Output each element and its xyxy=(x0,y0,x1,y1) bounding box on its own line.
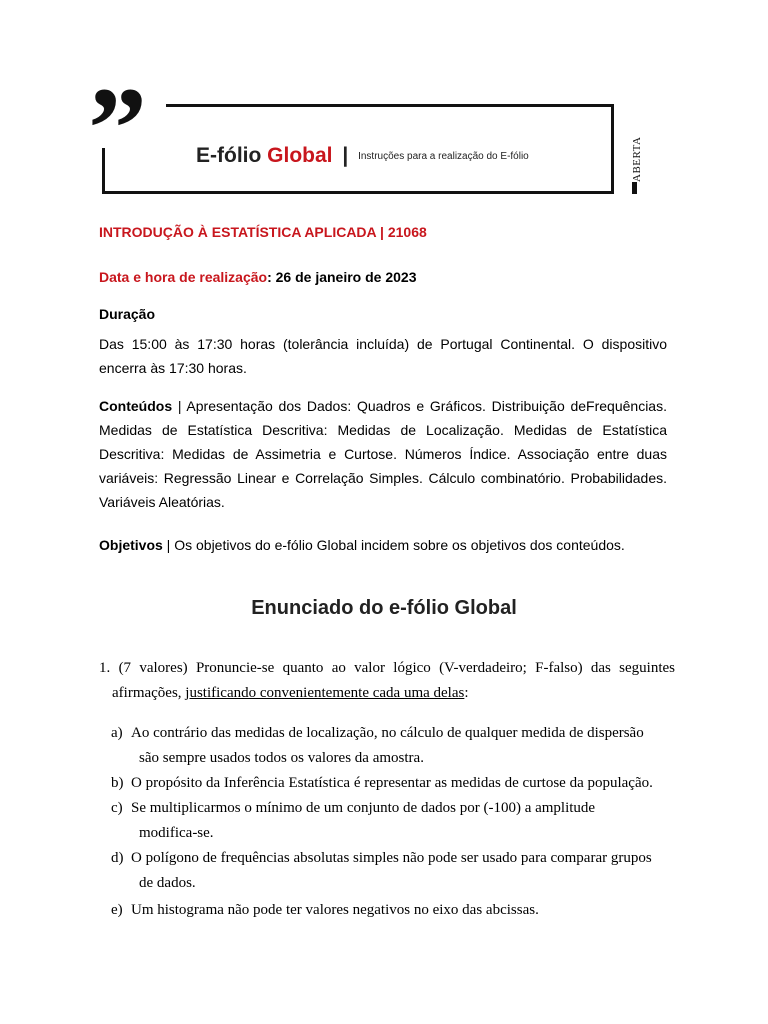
question-1-line1 xyxy=(99,656,675,681)
contents-paragraph xyxy=(99,394,667,514)
question-1 xyxy=(99,656,675,706)
item-letter: d) xyxy=(111,850,124,866)
item-line2: são sempre usados todos os valores da amostra. xyxy=(139,750,424,766)
list-item xyxy=(111,721,671,771)
logo-bar-icon xyxy=(632,182,637,194)
item-letter: b) xyxy=(111,775,124,791)
duration-text: Das 15:00 às 17:30 horas (tolerância incluída) de Portugal Continental. O dispositivo encerra às 17:30 horas. xyxy=(99,336,667,376)
question-number: 1. xyxy=(99,660,111,676)
objectives-text: | Os objetivos do e-fólio Global incidem sobre os objetivos dos conteúdos. xyxy=(162,537,625,553)
logo-text: ABERTA xyxy=(631,136,643,182)
date-line xyxy=(99,265,416,289)
course-title: INTRODUÇÃO À ESTATÍSTICA APLICADA | 21068 xyxy=(99,224,427,240)
item-letter: e) xyxy=(111,902,123,918)
list-item xyxy=(111,771,671,796)
header-title-part2: Global xyxy=(267,144,333,167)
date-value: : 26 de janeiro de 2023 xyxy=(267,269,417,285)
contents-text: | Apresentação dos Dados: Quadros e Gráficos. Distribuição deFrequências. Medidas de Estatística Descritiva: Medidas de Localização. Medidas de Estatística Descritiva: Medidas de Assimetria e Curtose. Números Índice. Associação entre duas variáveis: Regressão Linear e Correlação Simples. Cálculo combinatório. Probabilidades. Variáveis Aleatórias. xyxy=(99,398,667,510)
objectives-paragraph xyxy=(99,533,625,557)
question-1-intro2: afirmações, xyxy=(112,685,186,701)
header-separator: | xyxy=(342,144,349,167)
list-item xyxy=(111,846,671,896)
duration-label: Duração xyxy=(99,306,156,322)
item-line1: O propósito da Inferência Estatística é representar as medidas de curtose da população. xyxy=(131,775,653,791)
list-item xyxy=(111,898,671,923)
question-1-underlined: justificando convenientemente cada uma delas xyxy=(185,685,465,701)
header-border-left xyxy=(102,148,105,194)
list-item xyxy=(111,796,671,846)
item-line2: de dados. xyxy=(139,875,196,891)
item-line1: Ao contrário das medidas de localização, no cálculo de qualquer medida de dispersão xyxy=(131,725,644,741)
quote-mark-icon: ” xyxy=(88,63,139,194)
item-line1: O polígono de frequências absolutas simples não pode ser usado para comparar grupos xyxy=(131,850,652,866)
contents-label: Conteúdos xyxy=(99,398,173,414)
objectives-label: Objetivos xyxy=(99,537,163,553)
date-label: Data e hora de realização xyxy=(99,269,268,285)
item-line2: modifica-se. xyxy=(139,825,214,841)
header-title-part1: E-fólio xyxy=(196,144,262,167)
header-border-right xyxy=(611,104,614,194)
question-1-line2 xyxy=(99,681,675,706)
header-subtitle: Instruções para a realização do E-fólio xyxy=(358,151,529,162)
question-1-intro-end: : xyxy=(464,685,469,701)
section-title: Enunciado do e-fólio Global xyxy=(251,597,517,619)
header-box xyxy=(102,104,614,194)
item-line1: Um histograma não pode ter valores negativos no eixo das abcissas. xyxy=(131,902,539,918)
item-line1: Se multiplicarmos o mínimo de um conjunto de dados por (-100) a amplitude xyxy=(131,800,596,816)
item-letter: a) xyxy=(111,725,123,741)
header-title xyxy=(196,144,529,168)
header-border-bottom xyxy=(102,191,614,194)
question-1-intro: (7 valores) Pronuncie-se quanto ao valor lógico (V-verdadeiro; F-falso) das seguintes xyxy=(118,660,676,676)
university-logo xyxy=(630,132,650,196)
header-border-top xyxy=(166,104,614,107)
item-letter: c) xyxy=(111,800,123,816)
